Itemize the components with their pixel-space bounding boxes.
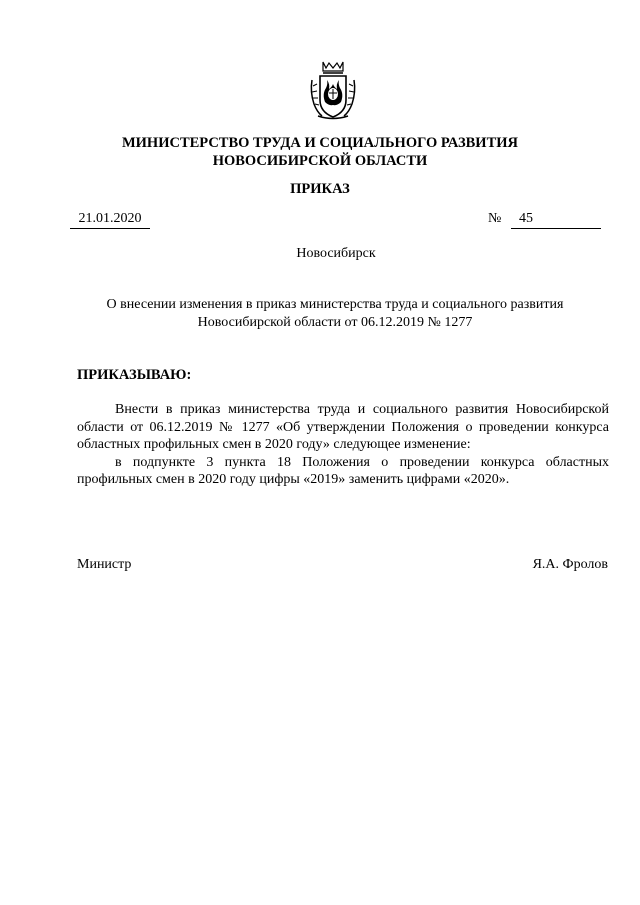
document-type: ПРИКАЗ: [290, 181, 350, 197]
body-paragraph-1: Внести в приказ министерства труда и социального развития Новосибирской области от 06.12.2019 № 1277 «Об утверждении Положения о проведении конкурса областных профильных смен в 2020 году» следующее изменение:: [77, 402, 609, 452]
signatory-name: Я.А. Фролов: [532, 557, 608, 572]
document-subject: [70, 296, 600, 332]
number-label: №: [488, 211, 502, 226]
ministry-name: [0, 134, 640, 170]
signatory-title: Министр: [77, 557, 132, 572]
body-paragraph-2: в подпункте 3 пункта 18 Положения о проведении конкурса областных профильных смен в 2020 году цифры «2019» заменить цифрами «2020».: [77, 454, 609, 487]
subject-line2: Новосибирской области от 06.12.2019 № 1277: [197, 315, 473, 330]
document-body: [77, 401, 609, 489]
city: Новосибирск: [296, 246, 376, 261]
document-number: 45: [511, 210, 601, 229]
coat-of-arms-icon: [309, 60, 357, 120]
ministry-name-line1: МИНИСТЕРСТВО ТРУДА И СОЦИАЛЬНОГО РАЗВИТИЯ: [121, 135, 519, 151]
document-date: 21.01.2020: [70, 210, 150, 229]
ministry-name-line2: НОВОСИБИРСКОЙ ОБЛАСТИ: [212, 153, 428, 169]
subject-line1: О внесении изменения в приказ министерства труда и социального развития: [106, 297, 564, 312]
order-word: ПРИКАЗЫВАЮ:: [77, 367, 192, 383]
